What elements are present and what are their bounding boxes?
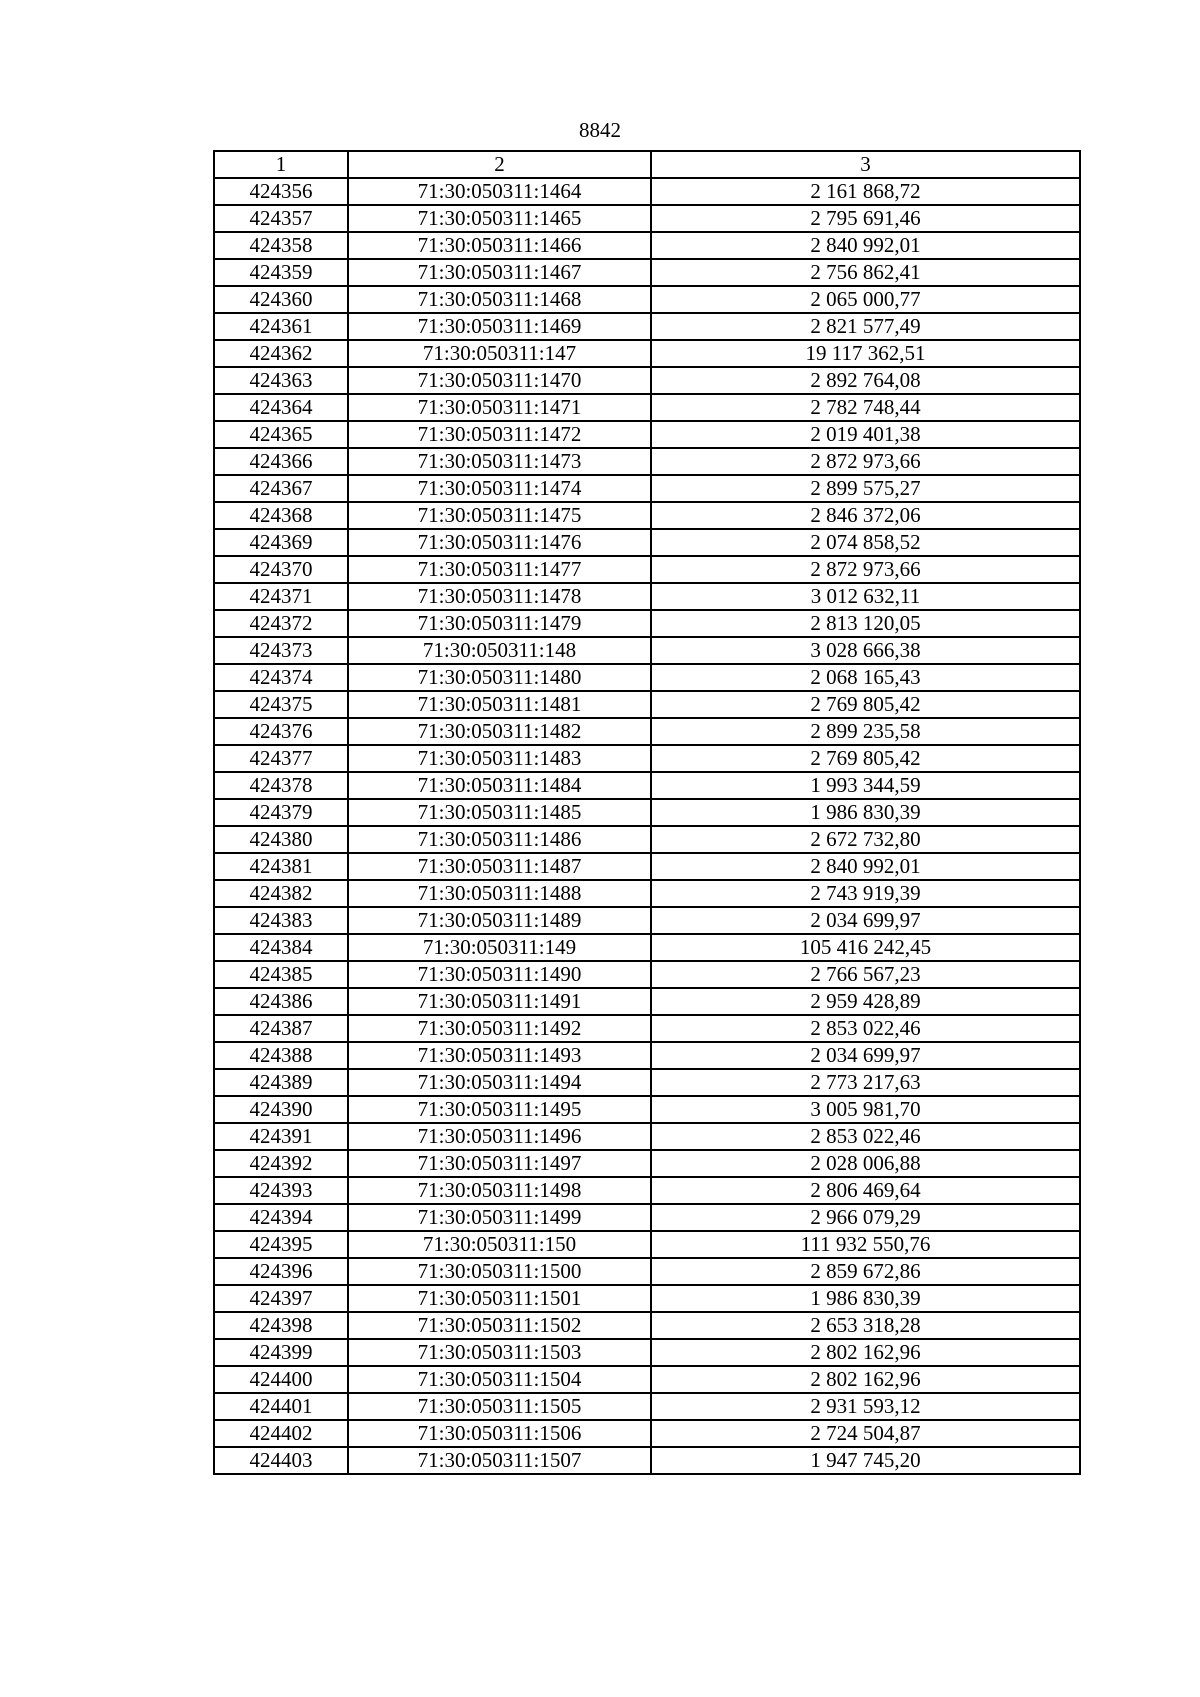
cadastral-number-cell: 71:30:050311:1505 [348,1393,651,1420]
value-cell: 2 034 699,97 [651,907,1080,934]
table-row [214,1258,1080,1285]
value-cell: 2 769 805,42 [651,691,1080,718]
table-row [214,1312,1080,1339]
table-row [214,907,1080,934]
table-row [214,637,1080,664]
row-number-cell: 424385 [214,961,348,988]
cadastral-number-cell: 71:30:050311:148 [348,637,651,664]
row-number-cell: 424402 [214,1420,348,1447]
cadastral-number-cell: 71:30:050311:1468 [348,286,651,313]
table-row [214,259,1080,286]
row-number-cell: 424397 [214,1285,348,1312]
value-cell: 2 899 575,27 [651,475,1080,502]
row-number-cell: 424383 [214,907,348,934]
table-row [214,880,1080,907]
table-row [214,502,1080,529]
value-cell: 2 899 235,58 [651,718,1080,745]
cadastral-number-cell: 71:30:050311:1467 [348,259,651,286]
row-number-cell: 424389 [214,1069,348,1096]
value-cell: 2 802 162,96 [651,1366,1080,1393]
table-row [214,1366,1080,1393]
row-number-cell: 424398 [214,1312,348,1339]
table-row [214,475,1080,502]
row-number-cell: 424379 [214,799,348,826]
row-number-cell: 424382 [214,880,348,907]
cadastral-number-cell: 71:30:050311:1503 [348,1339,651,1366]
row-number-cell: 424358 [214,232,348,259]
table-header [214,151,1080,178]
cadastral-number-cell: 71:30:050311:1506 [348,1420,651,1447]
table-row [214,799,1080,826]
cadastral-number-cell: 71:30:050311:1496 [348,1123,651,1150]
value-cell: 2 795 691,46 [651,205,1080,232]
cadastral-number-cell: 71:30:050311:1486 [348,826,651,853]
row-number-cell: 424377 [214,745,348,772]
row-number-cell: 424362 [214,340,348,367]
row-number-cell: 424378 [214,772,348,799]
cadastral-number-cell: 71:30:050311:1469 [348,313,651,340]
table-row [214,583,1080,610]
table-row [214,556,1080,583]
value-cell: 2 782 748,44 [651,394,1080,421]
cadastral-number-cell: 71:30:050311:147 [348,340,651,367]
value-cell: 2 846 372,06 [651,502,1080,529]
cadastral-number-cell: 71:30:050311:1498 [348,1177,651,1204]
value-cell: 2 028 006,88 [651,1150,1080,1177]
table-row [214,826,1080,853]
row-number-cell: 424361 [214,313,348,340]
cadastral-number-cell: 71:30:050311:1500 [348,1258,651,1285]
row-number-cell: 424360 [214,286,348,313]
column-header-2: 2 [348,151,651,178]
value-cell: 2 743 919,39 [651,880,1080,907]
table-row [214,1123,1080,1150]
cadastral-number-cell: 71:30:050311:1507 [348,1447,651,1474]
value-cell: 2 966 079,29 [651,1204,1080,1231]
table-row [214,367,1080,394]
row-number-cell: 424364 [214,394,348,421]
table-row [214,1339,1080,1366]
value-cell: 3 005 981,70 [651,1096,1080,1123]
row-number-cell: 424396 [214,1258,348,1285]
cadastral-number-cell: 71:30:050311:1471 [348,394,651,421]
row-number-cell: 424401 [214,1393,348,1420]
cadastral-number-cell: 71:30:050311:1502 [348,1312,651,1339]
table-row [214,1150,1080,1177]
cadastral-number-cell: 71:30:050311:1481 [348,691,651,718]
row-number-cell: 424390 [214,1096,348,1123]
cadastral-number-cell: 71:30:050311:1479 [348,610,651,637]
value-cell: 2 161 868,72 [651,178,1080,205]
table-row [214,232,1080,259]
value-cell: 2 840 992,01 [651,853,1080,880]
cadastral-number-cell: 71:30:050311:1482 [348,718,651,745]
cadastral-number-cell: 71:30:050311:1504 [348,1366,651,1393]
value-cell: 2 806 469,64 [651,1177,1080,1204]
row-number-cell: 424371 [214,583,348,610]
table-row [214,934,1080,961]
table-row [214,1042,1080,1069]
value-cell: 1 947 745,20 [651,1447,1080,1474]
value-cell: 2 859 672,86 [651,1258,1080,1285]
value-cell: 3 012 632,11 [651,583,1080,610]
value-cell: 2 892 764,08 [651,367,1080,394]
value-cell: 1 986 830,39 [651,1285,1080,1312]
row-number-cell: 424399 [214,1339,348,1366]
row-number-cell: 424370 [214,556,348,583]
value-cell: 2 872 973,66 [651,556,1080,583]
row-number-cell: 424356 [214,178,348,205]
row-number-cell: 424380 [214,826,348,853]
table-row [214,610,1080,637]
value-cell: 2 019 401,38 [651,421,1080,448]
cadastral-number-cell: 71:30:050311:1487 [348,853,651,880]
row-number-cell: 424375 [214,691,348,718]
row-number-cell: 424387 [214,1015,348,1042]
table-row [214,988,1080,1015]
table-row [214,718,1080,745]
value-cell: 2 853 022,46 [651,1123,1080,1150]
row-number-cell: 424373 [214,637,348,664]
table-row [214,961,1080,988]
row-number-cell: 424359 [214,259,348,286]
row-number-cell: 424368 [214,502,348,529]
value-cell: 105 416 242,45 [651,934,1080,961]
table-body [214,178,1080,1474]
cadastral-number-cell: 71:30:050311:1491 [348,988,651,1015]
value-cell: 2 821 577,49 [651,313,1080,340]
cadastral-number-cell: 71:30:050311:1489 [348,907,651,934]
row-number-cell: 424381 [214,853,348,880]
table-row [214,286,1080,313]
table-row [214,448,1080,475]
cadastral-number-cell: 71:30:050311:1494 [348,1069,651,1096]
table-row [214,1285,1080,1312]
row-number-cell: 424357 [214,205,348,232]
page-number: 8842 [579,118,621,142]
value-cell: 2 931 593,12 [651,1393,1080,1420]
cadastral-number-cell: 71:30:050311:1473 [348,448,651,475]
table-row [214,1231,1080,1258]
header-row [214,151,1080,178]
value-cell: 2 813 120,05 [651,610,1080,637]
cadastral-number-cell: 71:30:050311:1465 [348,205,651,232]
data-table [213,150,1081,1475]
row-number-cell: 424384 [214,934,348,961]
cadastral-number-cell: 71:30:050311:1495 [348,1096,651,1123]
table-row [214,529,1080,556]
cadastral-number-cell: 71:30:050311:1476 [348,529,651,556]
value-cell: 19 117 362,51 [651,340,1080,367]
table-row [214,1447,1080,1474]
value-cell: 2 065 000,77 [651,286,1080,313]
row-number-cell: 424400 [214,1366,348,1393]
row-number-cell: 424388 [214,1042,348,1069]
row-number-cell: 424394 [214,1204,348,1231]
cadastral-number-cell: 71:30:050311:150 [348,1231,651,1258]
table-row [214,1096,1080,1123]
column-header-3: 3 [651,151,1080,178]
cadastral-number-cell: 71:30:050311:1472 [348,421,651,448]
cadastral-number-cell: 71:30:050311:1470 [348,367,651,394]
table-row [214,1177,1080,1204]
table-row [214,340,1080,367]
cadastral-number-cell: 71:30:050311:1501 [348,1285,651,1312]
row-number-cell: 424393 [214,1177,348,1204]
value-cell: 2 766 567,23 [651,961,1080,988]
value-cell: 2 653 318,28 [651,1312,1080,1339]
cadastral-number-cell: 71:30:050311:1488 [348,880,651,907]
row-number-cell: 424372 [214,610,348,637]
value-cell: 2 068 165,43 [651,664,1080,691]
cadastral-number-cell: 71:30:050311:1474 [348,475,651,502]
table-row [214,1420,1080,1447]
value-cell: 2 840 992,01 [651,232,1080,259]
column-header-1: 1 [214,151,348,178]
table-row [214,205,1080,232]
table-row [214,421,1080,448]
value-cell: 2 853 022,46 [651,1015,1080,1042]
row-number-cell: 424374 [214,664,348,691]
table-row [214,313,1080,340]
table-row [214,664,1080,691]
cadastral-number-cell: 71:30:050311:1480 [348,664,651,691]
cadastral-number-cell: 71:30:050311:149 [348,934,651,961]
cadastral-number-cell: 71:30:050311:1499 [348,1204,651,1231]
value-cell: 2 756 862,41 [651,259,1080,286]
value-cell: 111 932 550,76 [651,1231,1080,1258]
value-cell: 2 802 162,96 [651,1339,1080,1366]
row-number-cell: 424366 [214,448,348,475]
row-number-cell: 424386 [214,988,348,1015]
value-cell: 2 074 858,52 [651,529,1080,556]
row-number-cell: 424395 [214,1231,348,1258]
cadastral-number-cell: 71:30:050311:1492 [348,1015,651,1042]
cadastral-number-cell: 71:30:050311:1497 [348,1150,651,1177]
table-row [214,394,1080,421]
table-row [214,772,1080,799]
value-cell: 2 672 732,80 [651,826,1080,853]
value-cell: 2 769 805,42 [651,745,1080,772]
row-number-cell: 424369 [214,529,348,556]
value-cell: 2 034 699,97 [651,1042,1080,1069]
row-number-cell: 424376 [214,718,348,745]
cadastral-number-cell: 71:30:050311:1484 [348,772,651,799]
cadastral-number-cell: 71:30:050311:1478 [348,583,651,610]
cadastral-number-cell: 71:30:050311:1485 [348,799,651,826]
value-cell: 2 959 428,89 [651,988,1080,1015]
table-row [214,1204,1080,1231]
row-number-cell: 424392 [214,1150,348,1177]
table-row [214,1015,1080,1042]
cadastral-number-cell: 71:30:050311:1493 [348,1042,651,1069]
cadastral-number-cell: 71:30:050311:1464 [348,178,651,205]
row-number-cell: 424403 [214,1447,348,1474]
table-row [214,1069,1080,1096]
table-row [214,1393,1080,1420]
table-row [214,853,1080,880]
cadastral-number-cell: 71:30:050311:1483 [348,745,651,772]
cadastral-number-cell: 71:30:050311:1477 [348,556,651,583]
value-cell: 3 028 666,38 [651,637,1080,664]
table-row [214,691,1080,718]
value-cell: 1 993 344,59 [651,772,1080,799]
row-number-cell: 424367 [214,475,348,502]
cadastral-number-cell: 71:30:050311:1475 [348,502,651,529]
cadastral-number-cell: 71:30:050311:1490 [348,961,651,988]
row-number-cell: 424391 [214,1123,348,1150]
row-number-cell: 424363 [214,367,348,394]
value-cell: 1 986 830,39 [651,799,1080,826]
value-cell: 2 872 973,66 [651,448,1080,475]
row-number-cell: 424365 [214,421,348,448]
cadastral-number-cell: 71:30:050311:1466 [348,232,651,259]
value-cell: 2 724 504,87 [651,1420,1080,1447]
value-cell: 2 773 217,63 [651,1069,1080,1096]
table-row [214,745,1080,772]
table-row [214,178,1080,205]
